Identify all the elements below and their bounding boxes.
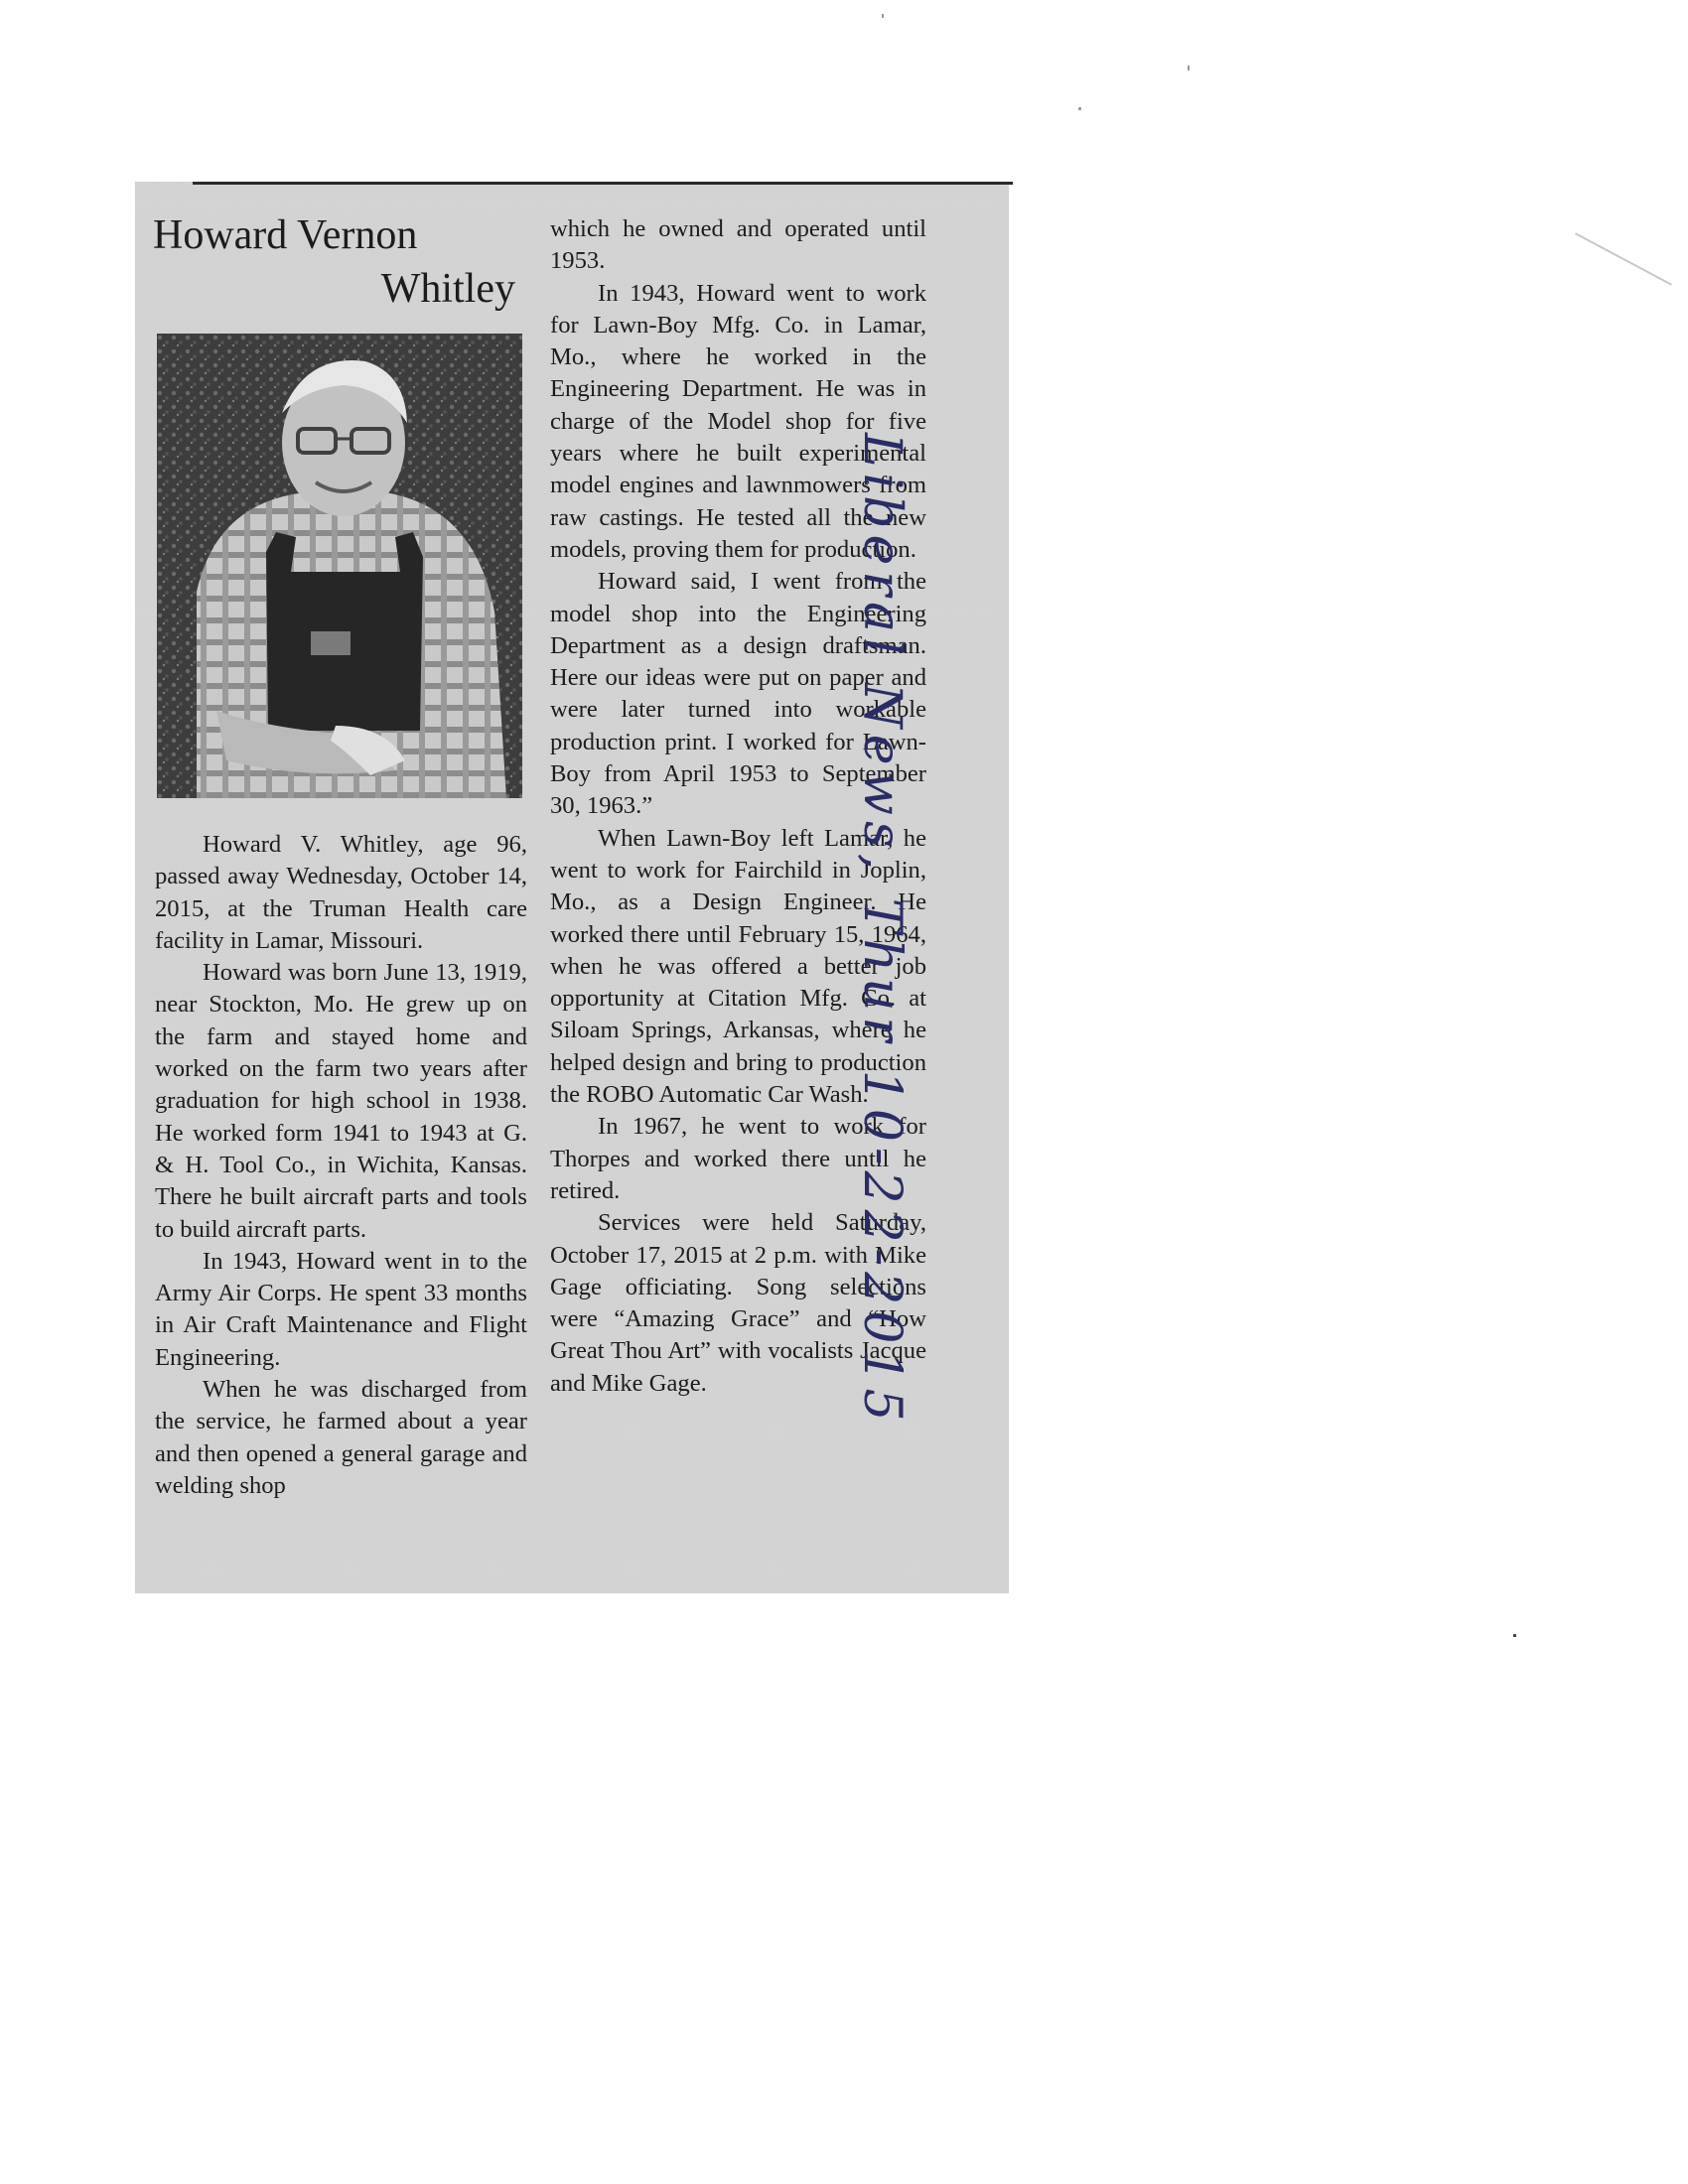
- paragraph: Services were held Saturday, October 17, 2015 at 2 p.m. with Mike Gage officiating. Song selections were “Amazing Grace” and “How Great Thou Art” with vocalists Jacque and Mike Gage.: [550, 1209, 926, 1397]
- portrait-photo: [157, 334, 522, 798]
- scan-speck: [1078, 107, 1081, 110]
- paragraph: Howard said, I went from the model shop into the Engineering Department as a design draftsman. Here our ideas were put on paper and were later turned into workable production print. I worked for Lawn-Boy from April 1953 to September 30, 1963.”: [550, 568, 926, 820]
- top-rule: [193, 182, 1013, 185]
- paragraph: When Lawn-Boy left Lamar, he went to work for Fairchild in Joplin, Mo., as a Design Engineer. He worked there until February 15, 1964, when he was offered a better job opportunity at Citation Mfg. Co. at Siloam Springs, Arkansas, where he helped design and bring to production the ROBO Automatic Car Wash.: [550, 824, 926, 1109]
- title-line-1: Howard Vernon: [153, 212, 418, 258]
- paragraph: Howard was born June 13, 1919, near Stockton, Mo. He grew up on the farm and stayed home and worked on the farm two years after graduation for high school in 1938. He worked form 1941 to 1943 at G. & H. Tool Co., in Wichita, Kansas. There he built aircraft parts and tools to build aircraft parts.: [155, 959, 527, 1243]
- paragraph-continuation: which he owned and operated until 1953.: [550, 215, 926, 275]
- left-text-column: [155, 829, 527, 1502]
- obituary-title: [153, 209, 515, 317]
- paragraph: Howard V. Whitley, age 96, passed away Wednesday, October 14, 2015, at the Truman Health care facility in Lamar, Missouri.: [155, 831, 527, 954]
- paragraph: When he was discharged from the service, he farmed about a year and then opened a general garage and welding shop: [155, 1376, 527, 1499]
- scan-speck: [882, 14, 884, 18]
- scan-streak: [1575, 232, 1672, 285]
- title-line-2: Whitley: [380, 265, 515, 312]
- scan-speck: [1188, 66, 1190, 70]
- portrait-photo-image: [157, 334, 522, 798]
- paragraph: In 1943, Howard went to work for Lawn-Boy Mfg. Co. in Lamar, Mo., where he worked in the Engineering Department. He was in charge of the Model shop for five years where he built experimental model engines and lawnmowers from raw castings. He tested all the new models, proving them for production.: [550, 279, 926, 563]
- scan-speck: [1513, 1634, 1516, 1637]
- paragraph: In 1967, he went to work for Thorpes and worked there until he retired.: [550, 1113, 926, 1204]
- handwritten-date-note: Liberal News, Thur 10-22-2015: [852, 433, 912, 1428]
- paragraph: In 1943, Howard went in to the Army Air Corps. He spent 33 months in Air Craft Maintenance and Flight Engineering.: [155, 1247, 527, 1371]
